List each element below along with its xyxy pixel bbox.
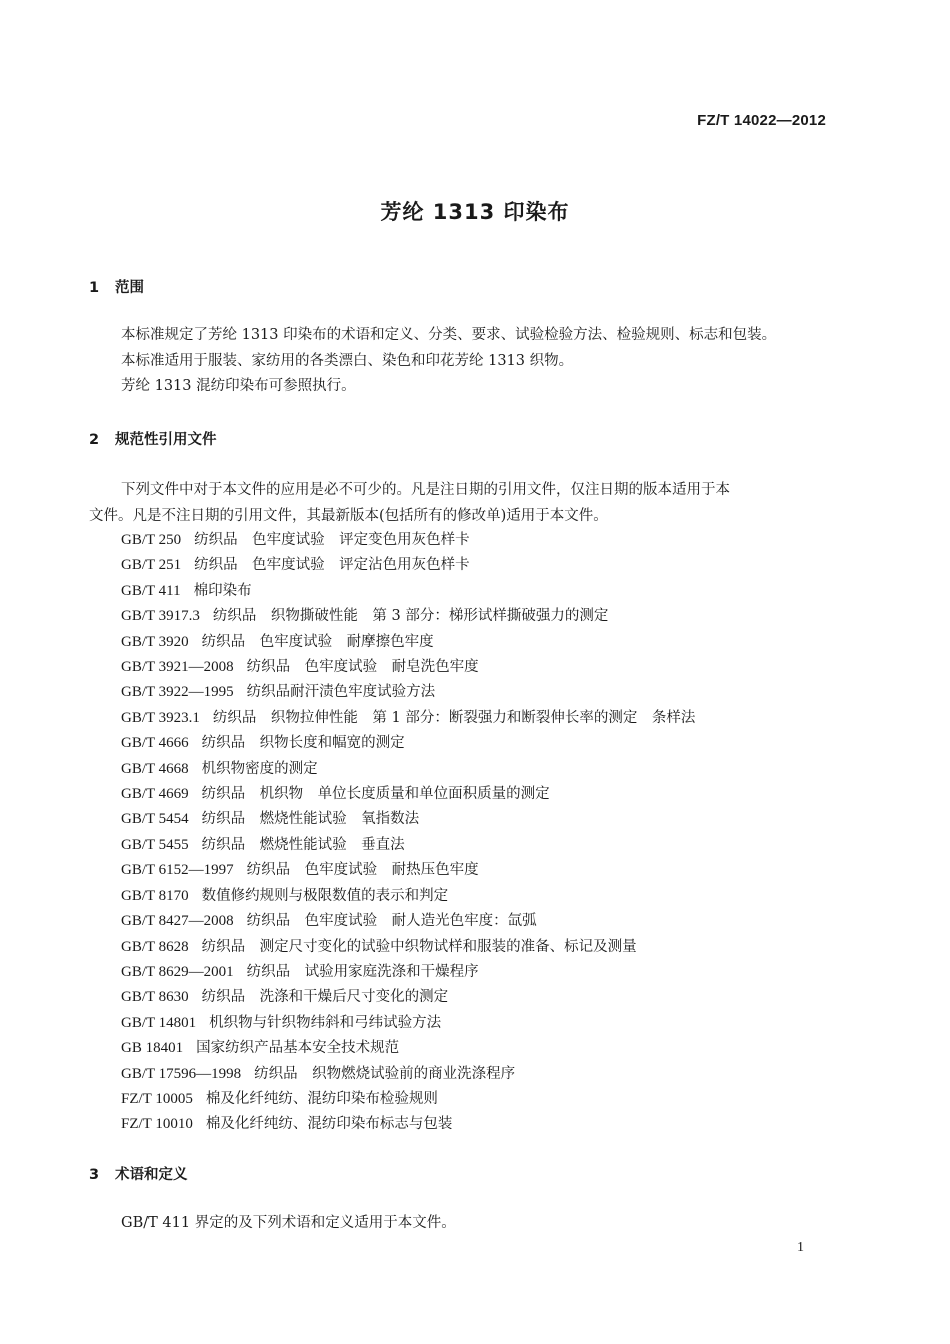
- reference-item: [121, 884, 695, 909]
- reference-title: 棉及化纤纯纺、混纺印染布检验规则: [205, 1090, 438, 1107]
- reference-title: 纺织品耐汗渍色牢度试验方法: [246, 684, 436, 701]
- normative-reference-list: [121, 528, 695, 1138]
- reference-title: 纺织品 织物撕破性能 第 3 部分：梯形试样撕破强力的测定: [212, 608, 609, 625]
- section-2-intro-line: 文件。凡是不注日期的引用文件，其最新版本(包括所有的修改单)适用于本文件。: [89, 507, 608, 524]
- reference-code: GB/T 8628: [121, 938, 189, 955]
- section-1-number: 1: [89, 280, 100, 296]
- reference-title: 纺织品 色牢度试验 耐热压色牢度: [246, 862, 479, 879]
- standard-code: FZ/T 14022—2012: [697, 112, 826, 129]
- reference-item: [121, 757, 695, 782]
- document-title: 芳纶 1313 印染布: [380, 200, 570, 224]
- reference-item: [121, 630, 695, 655]
- reference-item: [121, 960, 695, 985]
- reference-title: 纺织品 测定尺寸变化的试验中织物试样和服装的准备、标记及测量: [201, 938, 637, 955]
- reference-item: [121, 604, 695, 629]
- section-2-intro-line: 下列文件中对于本文件的应用是必不可少的。凡是注日期的引用文件，仅注日期的版本适用于本: [121, 482, 730, 498]
- reference-item: [121, 655, 695, 680]
- reference-item: [121, 528, 695, 553]
- reference-code: GB/T 4666: [121, 735, 189, 752]
- section-2-number: 2: [89, 432, 100, 448]
- section-1-line: 芳纶 1313 混纺印染布可参照执行。: [121, 378, 356, 394]
- reference-code: GB/T 8630: [121, 989, 189, 1006]
- reference-item: [121, 1011, 695, 1036]
- reference-code: GB/T 3921—2008: [121, 659, 234, 676]
- section-1-body: [121, 323, 861, 400]
- section-1-line: 本标准规定了芳纶 1313 印染布的术语和定义、分类、要求、试验检验方法、检验规则、标志和包装。: [121, 327, 777, 343]
- reference-title: 机织物密度的测定: [201, 760, 318, 777]
- reference-title: 纺织品 色牢度试验 耐人造光色牢度：氙弧: [246, 913, 537, 930]
- reference-item: [121, 782, 695, 807]
- reference-item: [121, 1036, 695, 1061]
- reference-code: FZ/T 10010: [121, 1116, 193, 1133]
- reference-code: GB/T 4669: [121, 786, 189, 803]
- reference-code: GB/T 3917.3: [121, 608, 200, 625]
- reference-title: 纺织品 燃烧性能试验 垂直法: [201, 836, 405, 853]
- reference-code: GB/T 8170: [121, 887, 189, 904]
- reference-code: GB/T 3923.1: [121, 709, 200, 726]
- section-3-heading: [89, 1163, 188, 1184]
- reference-item: [121, 706, 695, 731]
- reference-item: [121, 807, 695, 832]
- reference-title: 纺织品 织物燃烧试验前的商业洗涤程序: [254, 1065, 516, 1082]
- reference-item: [121, 935, 695, 960]
- section-1-heading: [89, 276, 144, 297]
- reference-item: [121, 1062, 695, 1087]
- reference-item: [121, 858, 695, 883]
- reference-title: 纺织品 机织物 单位长度质量和单位面积质量的测定: [201, 786, 550, 803]
- reference-item: [121, 579, 695, 604]
- section-2-intro: [89, 478, 829, 529]
- section-1-title: 范围: [115, 280, 144, 296]
- section-3-line: GB/T 411 界定的及下列术语和定义适用于本文件。: [121, 1215, 456, 1231]
- reference-title: 纺织品 织物拉伸性能 第 1 部分：断裂强力和断裂伸长率的测定 条样法: [212, 709, 696, 726]
- reference-item: [121, 680, 695, 705]
- reference-code: GB/T 5455: [121, 836, 189, 853]
- reference-title: 纺织品 色牢度试验 评定沾色用灰色样卡: [194, 557, 470, 574]
- reference-code: GB/T 411: [121, 582, 181, 599]
- reference-title: 纺织品 色牢度试验 耐摩擦色牢度: [201, 633, 434, 650]
- reference-item: [121, 833, 695, 858]
- reference-code: GB/T 8629—2001: [121, 963, 234, 980]
- reference-code: GB/T 14801: [121, 1014, 197, 1031]
- page-number: 1: [797, 1240, 804, 1255]
- section-1-line: 本标准适用于服装、家纺用的各类漂白、染色和印花芳纶 1313 织物。: [121, 352, 574, 369]
- reference-code: GB/T 6152—1997: [121, 862, 234, 879]
- reference-code: GB/T 250: [121, 532, 182, 548]
- reference-title: 纺织品 色牢度试验 评定变色用灰色样卡: [194, 532, 470, 548]
- reference-title: 棉及化纤纯纺、混纺印染布标志与包装: [205, 1116, 453, 1133]
- section-3-title: 术语和定义: [115, 1167, 188, 1183]
- reference-title: 棉印染布: [193, 582, 252, 599]
- section-2-heading: [89, 428, 217, 449]
- reference-code: GB/T 8427—2008: [121, 913, 234, 930]
- reference-item: [121, 985, 695, 1010]
- reference-item: [121, 731, 695, 756]
- section-3-body: [121, 1211, 861, 1237]
- reference-code: GB/T 3922—1995: [121, 684, 234, 701]
- reference-item: [121, 1112, 695, 1137]
- reference-code: GB/T 4668: [121, 760, 189, 777]
- reference-code: GB/T 251: [121, 557, 182, 574]
- reference-title: 纺织品 燃烧性能试验 氧指数法: [201, 811, 420, 828]
- reference-title: 国家纺织产品基本安全技术规范: [196, 1040, 400, 1057]
- reference-code: FZ/T 10005: [121, 1090, 193, 1107]
- reference-code: GB/T 5454: [121, 811, 189, 828]
- reference-title: 纺织品 试验用家庭洗涤和干燥程序: [246, 963, 479, 980]
- reference-title: 数值修约规则与极限数值的表示和判定: [201, 887, 449, 904]
- reference-title: 纺织品 色牢度试验 耐皂洗色牢度: [246, 659, 479, 676]
- reference-code: GB/T 17596—1998: [121, 1065, 242, 1082]
- section-3-number: 3: [89, 1167, 100, 1183]
- reference-code: GB 18401: [121, 1040, 184, 1057]
- reference-title: 纺织品 织物长度和幅宽的测定: [201, 735, 405, 752]
- reference-item: [121, 553, 695, 578]
- reference-item: [121, 1087, 695, 1112]
- reference-title: 机织物与针织物纬斜和弓纬试验方法: [209, 1014, 442, 1031]
- reference-title: 纺织品 洗涤和干燥后尺寸变化的测定: [201, 989, 449, 1006]
- reference-item: [121, 909, 695, 934]
- reference-code: GB/T 3920: [121, 633, 189, 650]
- section-2-title: 规范性引用文件: [115, 432, 217, 448]
